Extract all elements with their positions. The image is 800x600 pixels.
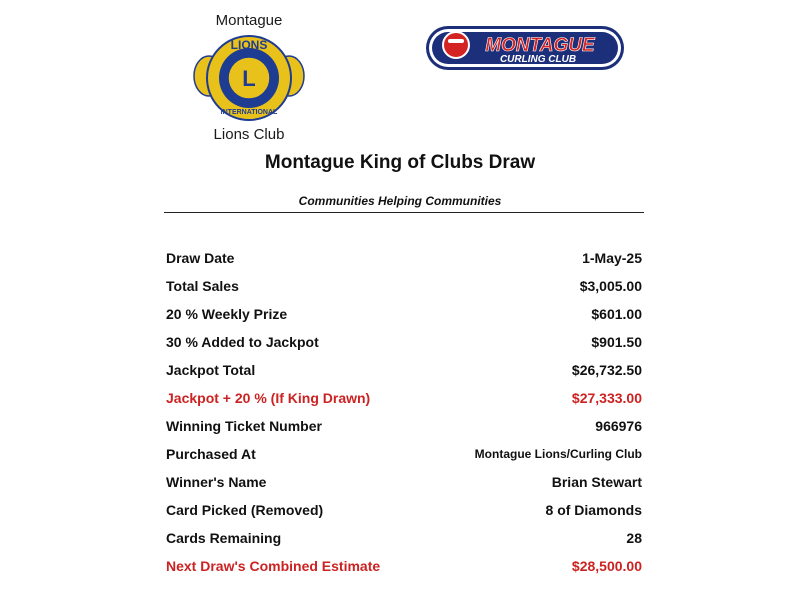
curling-stone-handle-icon (448, 39, 464, 43)
row-value: 966976 (595, 418, 642, 434)
row-jackpot-plus-king (166, 384, 642, 412)
row-label: Draw Date (166, 250, 235, 266)
row-label: 20 % Weekly Prize (166, 306, 288, 322)
emblem-lions-text: LIONS (230, 38, 268, 52)
row-next-draw-estimate (166, 552, 642, 580)
row-weekly-prize (166, 300, 642, 328)
row-value: Brian Stewart (551, 474, 642, 490)
emblem-international-text: INTERNATIONAL (220, 109, 278, 116)
lions-club-logo (186, 12, 312, 144)
page-title: Montague King of Clubs Draw (264, 152, 536, 173)
row-label: Winner's Name (166, 474, 267, 490)
row-cards-remaining (166, 524, 642, 552)
lions-emblem-icon (193, 32, 305, 124)
curling-logo-sub: CURLING CLUB (499, 54, 577, 65)
curling-logo-name: MONTAGUE (485, 35, 595, 56)
row-value: $601.00 (591, 306, 642, 322)
curling-club-logo (420, 20, 630, 76)
lions-top-text: Montague (215, 12, 283, 29)
row-label: Purchased At (166, 446, 256, 462)
row-value: $27,333.00 (571, 390, 642, 406)
row-value: $901.50 (591, 334, 642, 350)
row-label: Next Draw's Combined Estimate (166, 558, 381, 574)
row-purchased-at (166, 440, 642, 468)
page-subtitle: Communities Helping Communities (298, 194, 502, 208)
row-label: Cards Remaining (166, 530, 282, 546)
lions-bottom-text: Lions Club (213, 126, 285, 143)
row-jackpot-total (166, 356, 642, 384)
row-value: 1-May-25 (582, 250, 642, 266)
row-value: Montague Lions/Curling Club (474, 447, 642, 461)
row-draw-date (166, 244, 642, 272)
row-added-to-jackpot (166, 328, 642, 356)
row-label: Jackpot Total (166, 362, 256, 378)
row-winner-name (166, 468, 642, 496)
emblem-letter: L (242, 66, 256, 91)
row-label: 30 % Added to Jackpot (166, 334, 319, 350)
row-label: Jackpot + 20 % (If King Drawn) (166, 390, 371, 406)
row-winning-ticket (166, 412, 642, 440)
title-divider (164, 212, 644, 213)
row-label: Winning Ticket Number (166, 418, 322, 434)
row-value: $3,005.00 (579, 278, 642, 294)
row-card-picked (166, 496, 642, 524)
row-total-sales (166, 272, 642, 300)
row-value: $28,500.00 (571, 558, 642, 574)
row-value: 28 (626, 530, 642, 546)
row-label: Total Sales (166, 278, 239, 294)
row-value: $26,732.50 (571, 362, 642, 378)
row-value: 8 of Diamonds (545, 502, 642, 518)
draw-results-table (166, 244, 642, 580)
row-label: Card Picked (Removed) (166, 502, 324, 518)
curling-stone-icon (443, 32, 469, 58)
